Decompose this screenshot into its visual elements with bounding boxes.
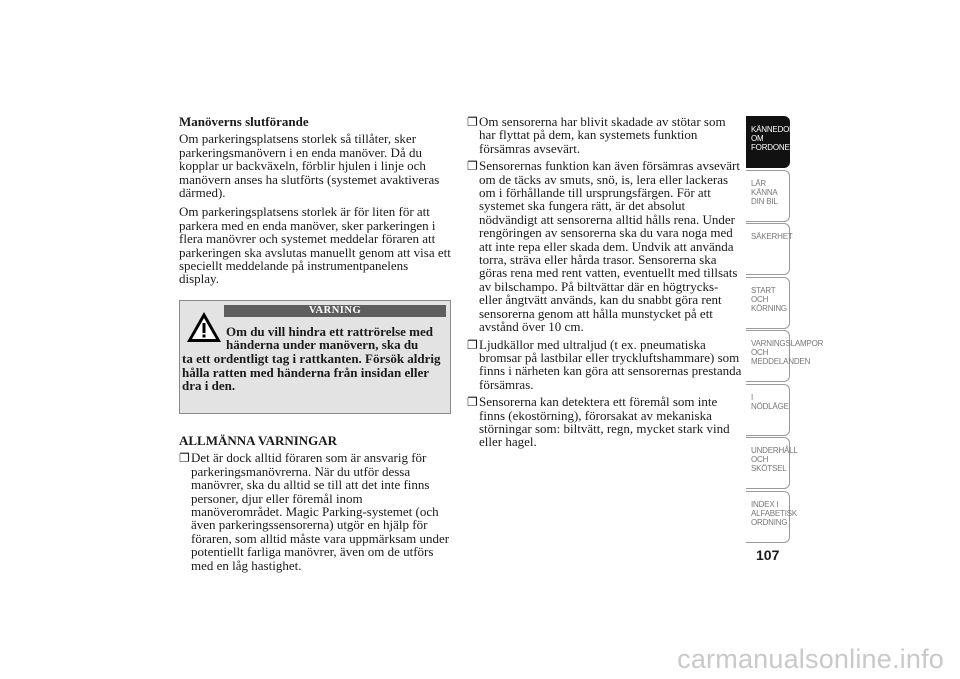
paragraph-2: Om parkeringsplatsens storlek är för liten för att parkera med en enda manöver, sker parkeringen i flera manövrer och systemet meddelar föraren att parkeringen ska avslutas manuellt genom att visa ett speciellt meddelande på instrumentpanelens display. <box>179 204 451 287</box>
watermark: carmanualsonline.info <box>677 644 944 674</box>
tab-start-och-korning[interactable]: START OCH KÖRNING <box>746 277 790 329</box>
checkbox-bullet-icon: ❐ <box>179 451 190 466</box>
section-heading: Manöverns slutförande <box>179 114 309 129</box>
right-column <box>467 115 742 453</box>
tab-index[interactable]: INDEX I ALFABETISK ORDNING <box>746 491 790 543</box>
list-item-text: Ljudkällor med ultraljud (t ex. pneumatiska bromsar på lastbilar eller tryckluftshammare) som finns i närheten kan göra att sensorernas prestanda försämras. <box>479 336 742 392</box>
chapter-tabs <box>746 116 824 544</box>
checkbox-bullet-icon: ❐ <box>467 159 478 174</box>
list-item-text: Det är dock alltid föraren som är ansvarig för parkeringsmanövrerna. När du utför dessa manövrer, ska du alltid se till att det inte finns personer, djur eller föremål inom manöverområdet. Magic Parking-systemet (och även parkeringssensorerna) utgör en hjälp för föraren, som alltid måste vara uppmärksam under potentiellt farliga manövrer, även om de utförs med en låg hastighet. <box>191 450 450 573</box>
tab-lar-kanna-din-bil[interactable]: LÄR KÄNNA DIN BIL <box>746 170 790 222</box>
tab-sakerhet[interactable]: SÄKERHET <box>746 223 790 275</box>
list-item <box>467 338 742 392</box>
tab-i-nodlage[interactable]: I NÖDLÄGE <box>746 384 790 436</box>
paragraph-1: Om parkeringsplatsens storlek så tillåter, sker parkeringsmanövern i en enda manöver. Då du kopplar ur backväxeln, förblir hjulen i linje och manövern anses ha slutförts (systemet avaktiveras därmed). <box>179 131 440 201</box>
checkbox-bullet-icon: ❐ <box>467 337 478 352</box>
general-warnings-heading: ALLMÄNNA VARNINGAR <box>179 432 338 448</box>
list-item <box>179 451 451 572</box>
list-item-text: Om sensorerna har blivit skadade av stötar som har flyttat på dem, kan systemets funktion försämras avsevärt. <box>479 114 726 156</box>
warning-rest: ta ett ordentligt tag i rattkanten. Försök aldrig hålla ratten med händerna från insidan eller dra i den. <box>182 351 441 394</box>
checkbox-bullet-icon: ❐ <box>467 395 478 410</box>
list-item <box>467 159 742 333</box>
list-item <box>467 395 742 449</box>
checkbox-bullet-icon: ❐ <box>467 115 478 129</box>
warning-text <box>182 325 446 393</box>
tab-varningslampor[interactable]: VARNINGSLAMPOR OCH MEDDELANDEN <box>746 330 790 382</box>
tab-underhall[interactable]: UNDERHÅLL OCH SKÖTSEL <box>746 437 790 489</box>
warning-box <box>179 300 451 414</box>
tab-kannedom-om-fordonet[interactable]: KÄNNEDOM OM FORDONET <box>746 116 790 168</box>
list-item-text: Sensorerna kan detektera ett föremål som inte finns (ekostörning), förorsakat av mekaniska störningar som: biltvätt, regn, mycket stark vind eller hagel. <box>479 394 730 450</box>
list-item-text: Sensorernas funktion kan även försämras avsevärt om de täcks av smuts, snö, is, lera eller lackeras om i förhållande till ursprungsfärgen. För att systemet ska fungera rätt, är det absolut nödvändigt att sensorerna alltid hålls rena. Under rengöringen av sensorerna ska du vara noga med att inte repa eller skada dem. Undvik att använda torra, sträva eller hårda trasor. Sensorerna ska göras rena med rent vatten, eventuellt med tillsats av bilschampo. På biltvättar där en högtrycks- eller ångtvätt används, kan du snabbt göra rent sensorerna genom att hålla munstycket på ett avstånd över 10 cm. <box>479 158 740 335</box>
warning-line-1: Om du vill hindra ett rattrörelse med <box>226 323 434 339</box>
warning-title: VARNING <box>224 305 446 317</box>
list-item <box>467 115 742 155</box>
left-column <box>179 115 451 576</box>
page-number: 107 <box>756 547 780 563</box>
warning-line-2: händerna under manövern, ska du <box>226 337 419 353</box>
